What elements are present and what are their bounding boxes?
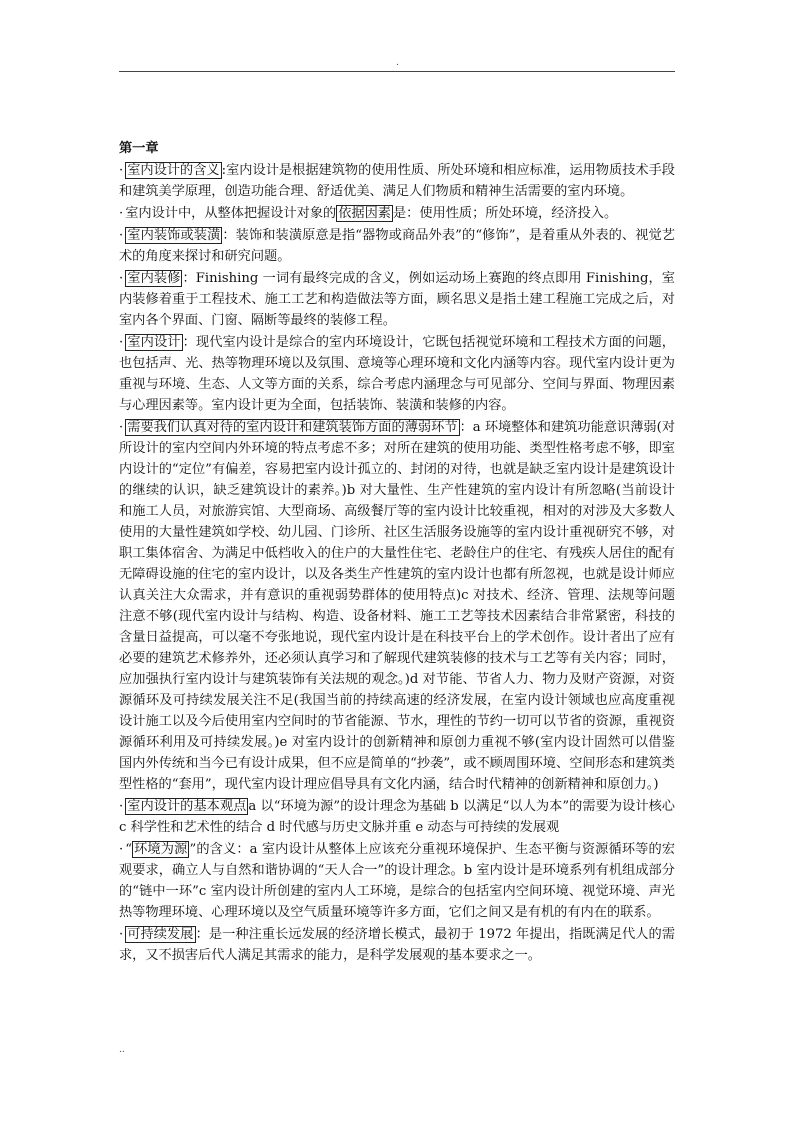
paragraph-lead-text: “: [125, 842, 132, 857]
paragraph-finishing: [119, 268, 675, 331]
bullet-mark: ·: [119, 335, 124, 350]
term-box: 依据因素: [338, 206, 391, 221]
paragraph-basis-factors: [119, 203, 675, 224]
bullet-mark: ·: [119, 799, 124, 814]
paragraph-text: ”的含义：a 室内设计从整体上应该充分重视环境保护、生态平衡与资源循环等的宏观要求，确立人与自然和谐协调的“天人合一”的设计理念。b 室内设计是环境系列有机组成部分的“链中一环”c 室内设计所创建的室内人工环境，是综合的包括室内空间环境、视觉环境、声光热等物理环境、心理环境以及空气质量环境等许多方面，它们之间又是有机的有内在的联系。: [119, 842, 676, 920]
bullet-mark: ·: [119, 206, 124, 221]
paragraph-weak-points: [119, 417, 675, 795]
term-box: 室内设计: [127, 335, 181, 350]
chapter-title: 第一章: [119, 141, 159, 156]
paragraph-text: 是：使用性质；所处环境，经济投入。: [392, 206, 618, 221]
paragraph-interior-design: [119, 332, 675, 416]
paragraph-sustainable: [119, 924, 675, 966]
paragraph-text: ：Finishing 一词有最终完成的含义，例如运动场上赛跑的终点即用 Finishing，室内装修着重于工程技术、施工工艺和构造做法等方面，顾名思义是指土建工程施工完成之后，对室内各个界面、门窗、隔断等最终的装修工程。: [119, 271, 675, 328]
paragraph-text: ：a 环境整体和建筑功能意识薄弱(对所设计的室内空间内外环境的特点考虑不多；对所在建筑的使用功能、类型性格考虑不够，即室内设计的“定位”有偏差，容易把室内设计孤立的、封闭的对待，也就是缺乏室内设计是建筑设计的继续的认识，缺乏建筑设计的素养。)b 对大量性、生产性建筑的室内设计有所忽略(当前设计和施工人员，对旅游宾馆、大型商场、高级餐厅等的室内设计比较重视，相对的对涉及大多数人使用的大量性建筑如学校、幼儿园、门诊所、社区生活服务设施等的室内设计重视研究不够，对职工集体宿舍、为满足中低档收入的住户的大量性住宅、老龄住户的住宅、有残疾人居住的配有无障碍设施的住宅的室内设计，以及各类生产性建筑的室内设计也都有所忽视，也就是设计师应认真关注大众需求，并有意识的重视弱势群体的使用特点)c 对技术、经济、管理、法规等问题注意不够(现代室内设计与结构、构造、设备材料、施工工艺等技术因素结合非常紧密，科技的含量日益提高，可以毫不夸张地说，现代室内设计是在科技平台上的学术创作。设计者出了应有必要的建筑艺术修养外，还必须认真学习和了解现代建筑装修的技术与工艺等有关内容；同时，应加强执行室内设计与建筑装饰有关法规的观念。)d 对节能、节省人力、物力及财产资源，对资源循环及可持续发展关注不足(我国当前的持续高速的经济发展，在室内设计领域也应高度重视设计施工以及今后使用室内空间时的节省能源、节水，理性的节约一切可以节省的资源，重视资源循环利用及可持续发展。)e 对室内设计的创新精神和原创力重视不够(室内设计固然可以借鉴国内外传统和当今已有设计成果，但不应是简单的“抄袭”，或不顾周围环境、空间形态和建筑类型性格的“套用”，现代室内设计理应倡导具有文化内涵，结合时代精神的创新精神和原创力。): [119, 420, 676, 792]
term-box: 室内设计的含义: [127, 163, 220, 178]
paragraph-definition: [119, 160, 675, 202]
bullet-mark: ·: [119, 271, 124, 286]
bullet-mark: ·: [119, 420, 124, 435]
term-box: 室内设计的基本观点: [127, 799, 247, 814]
footer-mark: ..: [119, 1045, 125, 1055]
paragraph-decoration: [119, 225, 675, 267]
paragraph-text: a 以“环境为源”的设计理念为基础 b 以满足“以人为本”的需要为设计核心 c 科学性和艺术性的结合 d 时代感与历史文脉并重 e 动态与可持续的发展观: [119, 799, 675, 835]
bullet-mark: ·: [119, 842, 124, 857]
term-box: 可持续发展: [127, 927, 194, 942]
paragraph-basic-views: [119, 796, 675, 838]
header-rule: [119, 71, 675, 72]
bullet-mark: ·: [119, 927, 124, 942]
paragraph-text: ：现代室内设计是综合的室内环境设计，它既包括视觉环境和工程技术方面的问题，也包括声、光、热等物理环境以及氛围、意境等心理环境和文化内涵等内容。现代室内设计更为重视与环境、生态、人文等方面的关系，综合考虑内涵理念与可见部分、空间与界面、物理因素与心理因素等。室内设计更为全面，包括装饰、装潢和装修的内容。: [119, 335, 675, 413]
paragraph-text: ：装饰和装潢原意是指“器物或商品外表”的“修饰”，是着重从外表的、视觉艺术的角度来探讨和研究问题。: [119, 228, 675, 264]
term-box: 环境为源: [133, 842, 188, 857]
paragraph-environment-source: [119, 839, 675, 923]
term-box: 室内装修: [127, 271, 181, 286]
header-mark: .: [396, 58, 399, 68]
paragraph-lead-text: 室内设计中，从整体把握设计对象的: [125, 206, 337, 221]
document-body: [119, 138, 675, 967]
bullet-mark: ·: [119, 163, 124, 178]
term-box: 需要我们认真对待的室内设计和建筑装饰方面的薄弱环节: [127, 420, 458, 435]
paragraph-text: ：是一种注重长远发展的经济增长模式，最初于 1972 年提出，指既满足代人的需求，又不损害后代人满足其需求的能力，是科学发展观的基本要求之一。: [119, 927, 676, 963]
term-box: 室内装饰或装潢: [127, 228, 221, 243]
bullet-mark: ·: [119, 228, 124, 243]
paragraph-text: :室内设计是根据建筑物的使用性质、所处环境和相应标准，运用物质技术手段和建筑美学原理，创造功能合理、舒适优美、满足人们物质和精神生活需要的室内环境。: [119, 163, 675, 199]
